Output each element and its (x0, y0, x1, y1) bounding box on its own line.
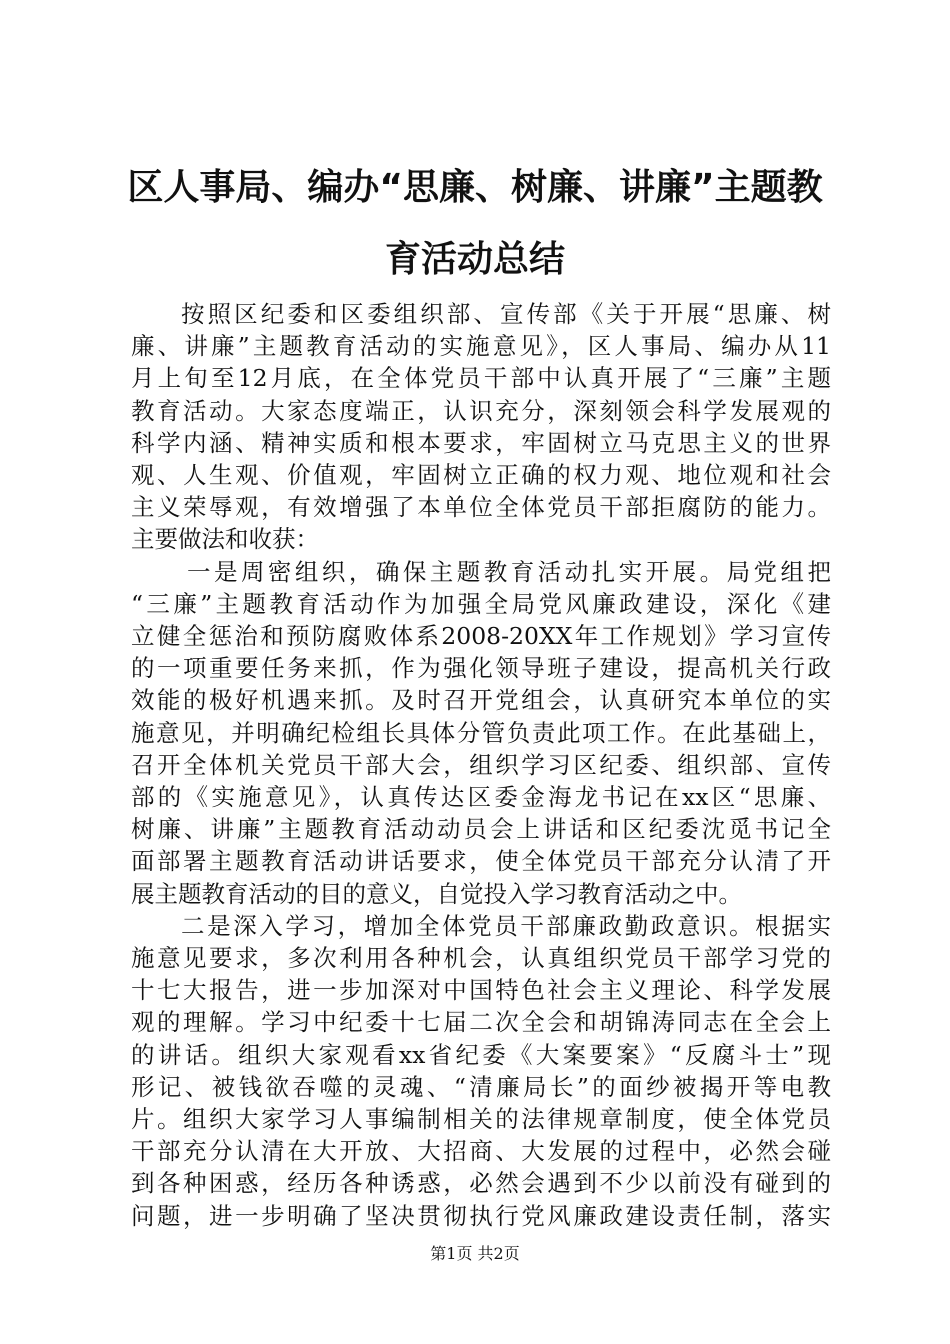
paragraph-line: 科学内涵、精神实质和根本要求，牢固树立马克思主义的世界 (131, 428, 831, 457)
paragraph-line: 部的《实施意见》，认真传达区委金海龙书记在xx区“思廉、 (131, 783, 831, 812)
paragraph-line: 的一项重要任务来抓，作为强化领导班子建设，提高机关行政 (131, 654, 831, 683)
paragraph-line: 施意见，并明确纪检组长具体分管负责此项工作。在此基础上， (131, 718, 831, 747)
paragraph-line: 廉、讲廉”主题教育活动的实施意见》，区人事局、编办从11 (131, 332, 831, 361)
paragraph-line: 按照区纪委和区委组织部、宣传部《关于开展“思廉、树 (181, 300, 831, 328)
paragraph-line: 观的理解。学习中纪委十七届二次全会和胡锦涛同志在全会上 (131, 1008, 831, 1037)
paragraph-line: 主义荣辱观，有效增强了本单位全体党员干部拒腐防的能力。 (131, 493, 831, 522)
paragraph-line: 面部署主题教育活动讲话要求，使全体党员干部充分认清了开 (131, 847, 831, 876)
document-title (118, 152, 832, 296)
paragraph-line: 二是深入学习，增加全体党员干部廉政勤政意识。根据实 (181, 911, 831, 940)
title-line-2: 育活动总结 (384, 239, 565, 280)
paragraph-line: 片。组织大家学习人事编制相关的法律规章制度，使全体党员 (131, 1105, 831, 1134)
paragraph-line: “三廉”主题教育活动作为加强全局党风廉政建设，深化《建 (131, 589, 831, 618)
paragraph-line: 十七大报告，进一步加深对中国特色社会主义理论、科学发展 (131, 976, 831, 1005)
paragraph-line: 一是周密组织，确保主题教育活动扎实开展。局党组把 (187, 557, 831, 586)
paragraph-line: 召开全体机关党员干部大会，组织学习区纪委、组织部、宣传 (131, 750, 831, 779)
paragraph-line: 教育活动。大家态度端正，认识充分，深刻领会科学发展观的 (131, 396, 831, 425)
title-line-1: 区人事局、编办“思廉、树廉、讲廉”主题教 (127, 167, 823, 208)
document-body (131, 298, 831, 1232)
paragraph-line: 干部充分认清在大开放、大招商、大发展的过程中，必然会碰 (131, 1137, 831, 1166)
paragraph-line: 施意见要求，多次利用各种机会，认真组织党员干部学习党的 (131, 944, 831, 973)
paragraph-line: 观、人生观、价值观，牢固树立正确的权力观、地位观和社会 (131, 461, 831, 490)
paragraph-line: 立健全惩治和预防腐败体系2008-20XX年工作规划》学习宣传 (131, 622, 831, 651)
paragraph-line: 主要做法和收获： (131, 525, 319, 554)
paragraph-line: 树廉、讲廉”主题教育活动动员会上讲话和区纪委沈觅书记全 (131, 815, 831, 844)
paragraph-line: 问题，进一步明确了坚决贯彻执行党风廉政建设责任制，落实 (131, 1201, 831, 1230)
paragraph-line: 到各种困惑，经历各种诱惑，必然会遇到不少以前没有碰到的 (131, 1169, 831, 1198)
paragraph-line: 月上旬至12月底，在全体党员干部中认真开展了“三廉”主题 (131, 364, 831, 393)
paragraph-line: 展主题教育活动的目的意义，自觉投入学习教育活动之中。 (131, 879, 742, 908)
paragraph-line: 效能的极好机遇来抓。及时召开党组会，认真研究本单位的实 (131, 686, 831, 715)
page-number-footer: 第1页 共2页 (430, 1244, 520, 1263)
paragraph-line: 的讲话。组织大家观看xx省纪委《大案要案》“反腐斗士”现 (131, 1040, 831, 1069)
paragraph-line: 形记、被钱欲吞噬的灵魂、“清廉局长”的面纱被揭开等电教 (131, 1072, 831, 1101)
